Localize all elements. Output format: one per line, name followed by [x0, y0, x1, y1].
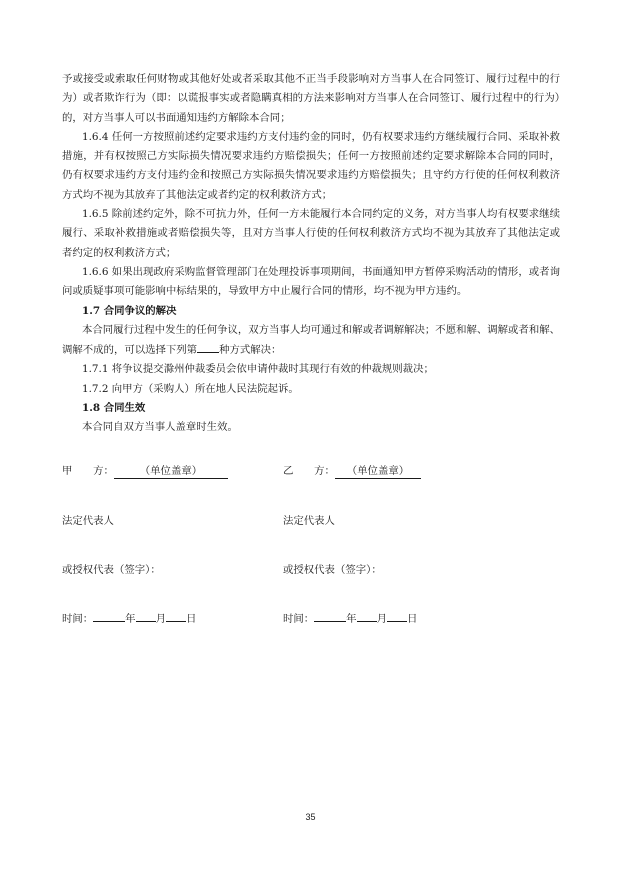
- clause-1-7-1: 1.7.1 将争议提交滁州仲裁委员会依申请仲裁时其现行有效的仲裁规则裁决；: [82, 363, 434, 376]
- party-b: [283, 462, 421, 480]
- party-a-legal-rep: 法定代表人: [62, 515, 114, 527]
- paragraph-1-7-pre: 本合同履行过程中发生的任何争议，双方当事人均可通过和解或者调解解决；不愿和解、调解或者和解、调解不成的，可以选择下列第: [62, 323, 560, 357]
- section-heading-1-7: 1.7 合同争议的解决: [82, 304, 177, 317]
- clause-1-6-5: 1.6.5 除前述约定外，除不可抗力外，任何一方未能履行本合同约定的义务，对方当事人均有权要求继续履行、采取补救措施或者赔偿损失等，且对方当事人行使的任何权利救济方式均不视为其放弃了其他法定或者约定的权利救济方式；: [62, 208, 560, 259]
- time-label: 时间：: [62, 613, 94, 625]
- clause-1-6-6: 1.6.6 如果出现政府采购监督管理部门在处理投诉事项期间，书面通知甲方暂停采购活动的情形，或者询问或质疑事项可能影响中标结果的，导致甲方中止履行合同的情形，均不视为甲方违约。: [62, 265, 560, 298]
- contract-body: [62, 70, 560, 438]
- authorized-rep-row: [62, 561, 562, 579]
- party-a-seal-field: （单位盖章）: [114, 464, 228, 479]
- party-row: [62, 462, 562, 480]
- year-label: 年: [125, 613, 136, 625]
- party-a-date: [62, 609, 196, 628]
- party-b-date: [283, 609, 417, 628]
- month-blank: [136, 609, 156, 622]
- paragraph-continuation: 予或接受或索取任何财物或其他好处或者采取其他不正当手段影响对方当事人在合同签订、履行过程中的行为）或者欺诈行为（即：以谎报事实或者隐瞒真相的方法来影响对方当事人在合同签订、履行过程中的行为）的，对方当事人可以书面通知违约方解除本合同；: [62, 73, 560, 124]
- party-b-seal-field: （单位盖章）: [335, 464, 421, 479]
- month-label: 月: [376, 613, 387, 625]
- day-blank: [387, 609, 407, 622]
- day-label: 日: [185, 613, 197, 625]
- party-a: [62, 462, 228, 480]
- date-row: [62, 609, 562, 627]
- clause-1-7-2: 1.7.2 向甲方（采购人）所在地人民法院起诉。: [82, 382, 299, 395]
- page-number: 35: [305, 812, 316, 822]
- paragraph-1-7: [62, 321, 560, 361]
- day-label: 日: [406, 613, 418, 625]
- party-a-authorized-rep: 或授权代表（签字）：: [62, 564, 161, 576]
- clause-1-6-4: 1.6.4 任何一方按照前述约定要求违约方支付违约金的同时，仍有权要求违约方继续履行合同、采取补救措施，并有权按照己方实际损失情况要求违约方赔偿损失；任何一方按照前述约定要求解除本合同的同时，仍有权要求违约方支付违约金和按照己方实际损失情况要求违约方赔偿损失；且守约方行使的任何权利救济方式均不视为其放弃了其他法定或者约定的权利救济方式；: [62, 130, 560, 201]
- paragraph-1-7-post: 种方式解决：: [219, 344, 282, 357]
- year-blank: [93, 609, 125, 622]
- paragraph-1-8: 本合同自双方当事人盖章时生效。: [82, 421, 238, 434]
- party-b-legal-rep: 法定代表人: [283, 515, 335, 527]
- month-blank: [357, 609, 377, 622]
- party-b-label: 乙 方：: [283, 465, 335, 477]
- month-label: 月: [155, 613, 166, 625]
- year-blank: [314, 609, 346, 622]
- party-a-label: 甲 方：: [62, 465, 114, 477]
- legal-rep-row: [62, 512, 562, 530]
- year-label: 年: [346, 613, 357, 625]
- choice-blank: [197, 340, 219, 353]
- section-heading-1-8: 1.8 合同生效: [82, 402, 146, 415]
- party-b-authorized-rep: 或授权代表（签字）：: [283, 564, 382, 576]
- time-label: 时间：: [283, 613, 315, 625]
- day-blank: [166, 609, 186, 622]
